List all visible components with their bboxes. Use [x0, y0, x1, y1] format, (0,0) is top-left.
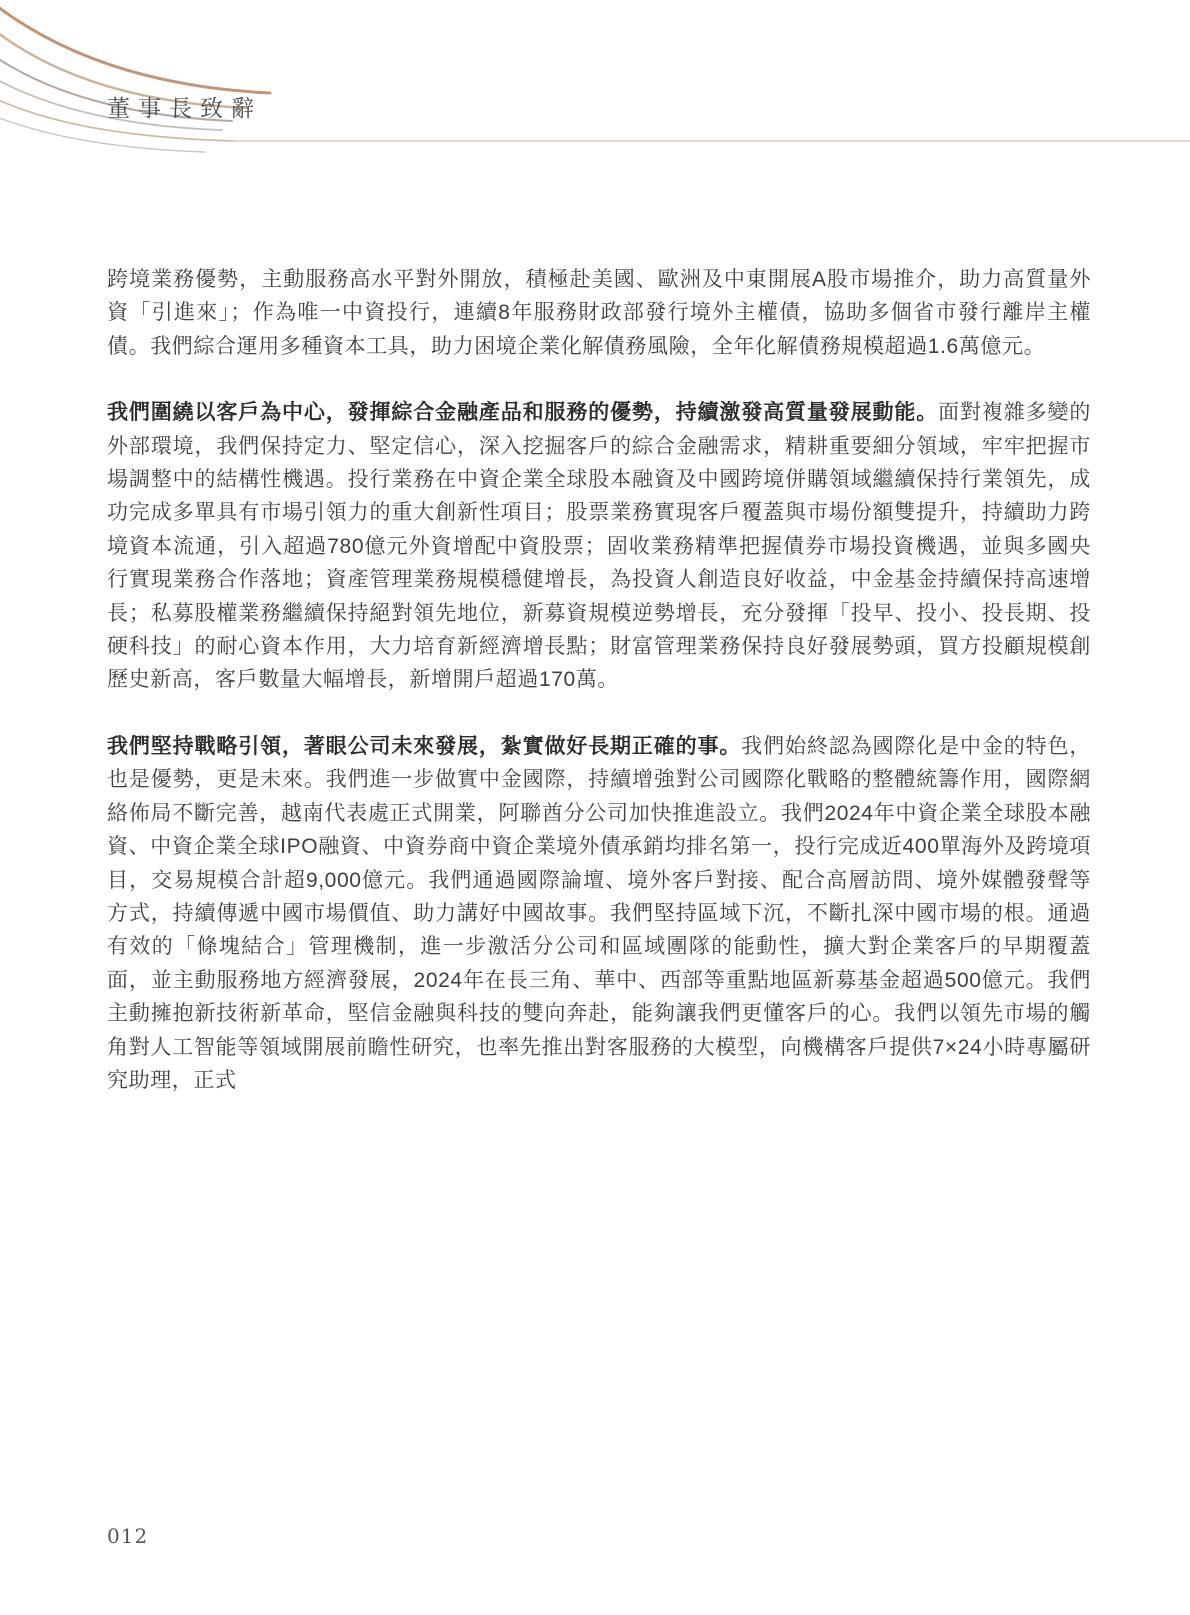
corner-flourish: [0, 0, 1190, 170]
paragraph-2: [107, 396, 1091, 697]
flourish-arc: [0, 4, 270, 93]
paragraph-2-bold-run: 我們圍繞以客戶為中心，發揮綜合金融產品和服務的優勢，持續激發高質量發展動能。: [107, 401, 939, 425]
paragraph-3: [107, 730, 1091, 1097]
paragraph-1: [107, 263, 1091, 363]
paragraph-3-text-run: 我們始終認為國際化是中金的特色，也是優勢，更是未來。我們進一步做實中金國際，持續增強對公司國際化戰略的整體統籌作用，國際網絡佈局不斷完善，越南代表處正式開業，阿聯酋分公司加快推進設立。我們2024年中資企業全球股本融資、中資企業全球IPO融資、中資券商中資企業境外債承銷均排名第一，投行完成近400單海外及跨境項目，交易規模合計超9,000億元。我們通過國際論壇、境外客戶對接、配合高層訪問、境外媒體發聲等方式，持續傳遞中國市場價值、助力講好中國故事。我們堅持區域下沉，不斷扎深中國市場的根。通過有效的「條塊結合」管理機制，進一步激活分公司和區域團隊的能動性，擴大對企業客戶的早期覆蓋面，並主動服務地方經濟發展，2024年在長三角、華中、西部等重點地區新募基金超過500億元。我們主動擁抱新技術新革命，堅信金融與科技的雙向奔赴，能夠讓我們更懂客戶的心。我們以領先市場的觸角對人工智能等領域開展前瞻性研究，也率先推出對客服務的大模型，向機構客戶提供7×24小時專屬研究助理，正式: [107, 734, 1091, 1092]
page-number: 012: [107, 1524, 149, 1548]
paragraph-1-text-run: 跨境業務優勢，主動服務高水平對外開放，積極赴美國、歐洲及中東開展A股市場推介，助力高質量外資「引進來」；作為唯一中資投行，連續8年服務財政部發行境外主權債，協助多個省市發行離岸主權債。我們綜合運用多種資本工具，助力困境企業化解債務風險，全年化解債務規模超過1.6萬億元。: [107, 268, 1091, 358]
paragraph-3-bold-run: 我們堅持戰略引領，著眼公司未來發展，紮實做好長期正確的事。: [107, 734, 742, 758]
page-title: 董事長致辭: [107, 96, 262, 122]
chairman-statement-body: [107, 263, 1091, 1130]
paragraph-2-text-run: 面對複雜多變的外部環境，我們保持定力、堅定信心，深入挖掘客戶的綜合金融需求，精耕重要細分領域，牢牢把握市場調整中的結構性機遇。投行業務在中資企業全球股本融資及中國跨境併購領域繼續保持行業領先，成功完成多單具有市場引領力的重大創新性項目；股票業務實現客戶覆蓋與市場份額雙提升，持續助力跨境資本流通，引入超過780億元外資增配中資股票；固收業務精準把握債券市場投資機遇，並與多國央行實現業務合作落地；資產管理業務規模穩健增長，為投資人創造良好收益，中金基金持續保持高速增長；私募股權業務繼續保持絕對領先地位，新募資規模逆勢增長，充分發揮「投早、投小、投長期、投硬科技」的耐心資本作用，大力培育新經濟增長點；財富管理業務保持良好發展勢頭，買方投顧規模創歷史新高，客戶數量大幅增長，新增開戶超過170萬。: [107, 401, 1092, 692]
